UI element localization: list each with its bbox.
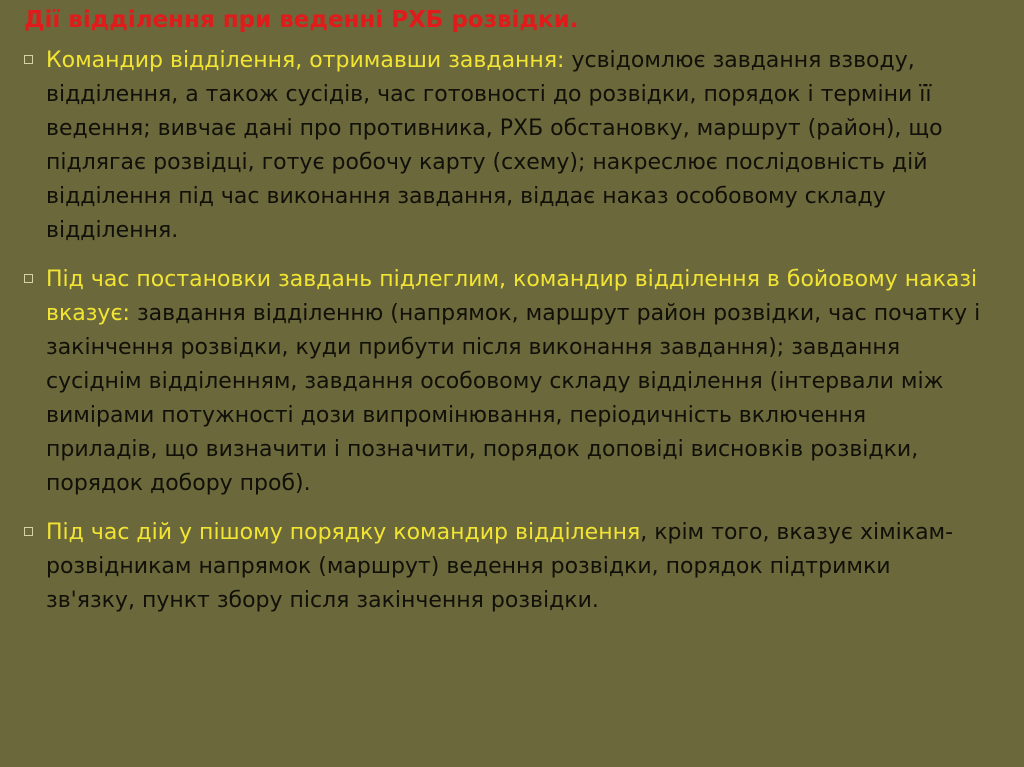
bullet-lead: Під час дій у пішому порядку командир відділення — [46, 520, 641, 545]
bullet-lead: Під час постановки завдань підлеглим, командир відділення в бойовому наказі вказує: — [46, 267, 978, 326]
bullet-text: , крім того, вказує хімікам-розвідникам напрямок (маршрут) ведення розвідки, порядок підтримки зв'язку, пункт збору після закінчення розвідки. — [46, 520, 954, 613]
bullet-text: завдання відділенню (напрямок, маршрут район розвідки, час початку і закінчення розвідки, куди прибути після виконання завдання); завдання сусіднім відділенням, завдання особовому складу відділення (інтервали між вимірами потужності дози випромінювання, періодичність включення приладів, що визначити і позначити, порядок доповіді висновків розвідки, порядок добору проб). — [46, 301, 981, 496]
bullet-list — [24, 44, 984, 618]
hollow-square-bullet-icon — [24, 274, 33, 283]
hollow-square-bullet-icon — [24, 55, 33, 64]
bullet-lead: Командир відділення, отримавши завдання: — [46, 48, 565, 73]
bullet-item-combat-order — [24, 263, 984, 501]
hollow-square-bullet-icon — [24, 527, 33, 536]
bullet-item-foot-order — [24, 516, 984, 618]
bullet-item-commander-task — [24, 44, 984, 248]
slide-title: Дії відділення при веденні РХБ розвідки. — [24, 7, 579, 33]
bullet-text: усвідомлює завдання взводу, відділення, а також сусідів, час готовності до розвідки, порядок і терміни її ведення; вивчає дані про противника, РХБ обстановку, маршрут (район), що підлягає розвідці, готує робочу карту (схему); накреслює послідовність дій відділення під час виконання завдання, віддає наказ особовому складу відділення. — [46, 48, 943, 243]
